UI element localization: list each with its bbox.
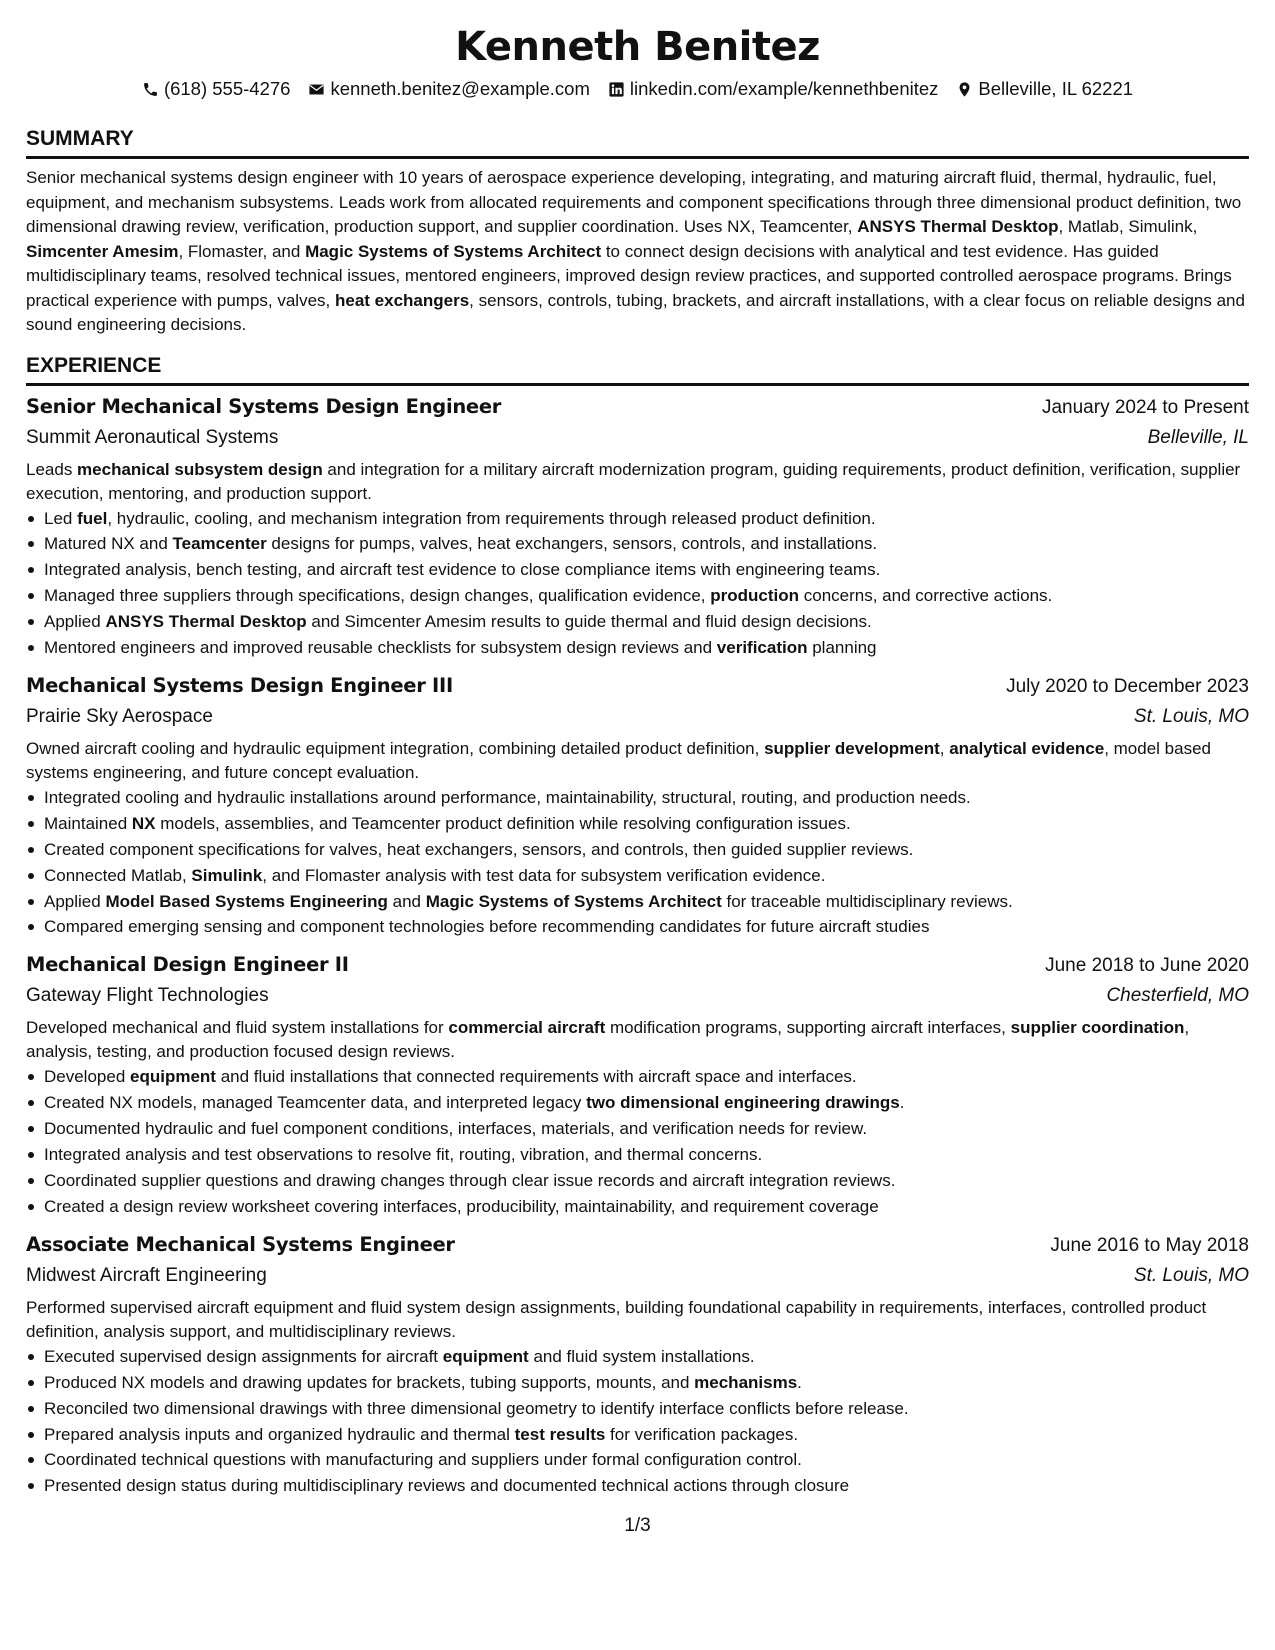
job-bullets bbox=[26, 506, 1249, 661]
contact-phone bbox=[142, 77, 291, 101]
bullet-item bbox=[26, 1447, 1249, 1473]
text-run: Connected Matlab, bbox=[44, 865, 192, 885]
job-bullets bbox=[26, 1344, 1249, 1499]
text-run: Created NX models, managed Teamcenter data, and interpreted legacy bbox=[44, 1093, 587, 1113]
job-company-row bbox=[26, 702, 1249, 732]
text-run: Applied bbox=[44, 891, 106, 911]
company-name: Prairie Sky Aerospace bbox=[26, 705, 213, 727]
linkedin-icon bbox=[608, 81, 625, 98]
summary-section bbox=[26, 125, 1249, 338]
bold-keyword: test results bbox=[514, 1424, 606, 1444]
job-entry bbox=[26, 950, 1249, 1219]
job-bullets bbox=[26, 1064, 1249, 1219]
bold-keyword: Magic Systems of Systems Architect bbox=[305, 241, 602, 261]
bullet-item bbox=[26, 1064, 1249, 1090]
text-run: Leads bbox=[26, 459, 78, 479]
text-run: Created a design review worksheet covering interfaces, producibility, maintainability, and requirement coverage bbox=[44, 1196, 879, 1216]
text-run: Mentored engineers and improved reusable checklists for subsystem design reviews and bbox=[44, 638, 717, 658]
text-run: designs for pumps, valves, heat exchangers, sensors, controls, and installations. bbox=[266, 534, 878, 554]
bullet-item bbox=[26, 1422, 1249, 1448]
text-run: Developed mechanical and fluid system installations for bbox=[26, 1018, 449, 1038]
text-run: Senior mechanical systems design engineer with 10 years of aerospace experience developing, integrating, and maturing aircraft fluid, thermal, hydraulic, fuel, equipment, and mechanism subsystems. Leads work from allocated requirements and component specifications through three dimensional product definition, two dimensional drawing review, verification, production support, and supplier coordination. Uses NX, Teamcenter, bbox=[26, 168, 1242, 236]
experience-list bbox=[26, 392, 1249, 1500]
text-run: Owned aircraft cooling and hydraulic equipment integration, combining detailed product definition, bbox=[26, 738, 765, 758]
bullet-item bbox=[26, 863, 1249, 889]
bullet-item bbox=[26, 1396, 1249, 1422]
company-name: Summit Aeronautical Systems bbox=[26, 426, 279, 448]
job-title: Mechanical Systems Design Engineer III bbox=[26, 673, 453, 697]
text-run: Maintained bbox=[44, 813, 132, 833]
job-description bbox=[26, 737, 1249, 785]
email-address[interactable]: kenneth.benitez@example.com bbox=[330, 78, 590, 99]
bold-keyword: heat exchangers bbox=[334, 290, 470, 310]
bullet-item bbox=[26, 785, 1249, 811]
job-title: Senior Mechanical Systems Design Engineer bbox=[26, 394, 502, 418]
text-run: Matured NX and bbox=[44, 534, 173, 554]
text-run: for verification packages. bbox=[605, 1424, 799, 1444]
text-run: , model based systems engineering, and future concept evaluation. bbox=[26, 738, 1211, 782]
text-run: and Simcenter Amesim results to guide thermal and fluid design decisions. bbox=[306, 612, 872, 632]
job-bullets bbox=[26, 785, 1249, 940]
contact-bar bbox=[26, 77, 1249, 101]
section-title-summary: SUMMARY bbox=[26, 125, 1249, 159]
text-run: Produced NX models and drawing updates for brackets, tubing supports, mounts, and bbox=[44, 1372, 695, 1392]
job-location: St. Louis, MO bbox=[1133, 1264, 1249, 1286]
page-number: 1/3 bbox=[624, 1515, 651, 1536]
envelope-icon bbox=[308, 81, 325, 98]
text-run: , sensors, controls, tubing, brackets, and aircraft installations, with a clear focus on reliable designs and sound engineering decisions. bbox=[26, 290, 1245, 334]
text-run: , Flomaster, and bbox=[178, 241, 306, 261]
bold-keyword: Simcenter Amesim bbox=[26, 241, 179, 261]
job-entry bbox=[26, 671, 1249, 940]
bold-keyword: Simulink bbox=[191, 865, 263, 885]
text-run: and fluid installations that connected requirements with aircraft space and interfaces. bbox=[215, 1067, 857, 1087]
experience-section bbox=[26, 352, 1249, 1500]
text-run: for traceable multidisciplinary reviews. bbox=[721, 891, 1013, 911]
text-run: Applied bbox=[44, 612, 106, 632]
text-run: Performed supervised aircraft equipment and fluid system design assignments, building foundational capability in requirements, interfaces, controlled product definition, analysis support, and multidisciplinary reviews. bbox=[26, 1297, 1207, 1341]
job-location: St. Louis, MO bbox=[1133, 705, 1249, 727]
bullet-item bbox=[26, 506, 1249, 532]
bullet-item bbox=[26, 583, 1249, 609]
text-run: Created component specifications for valves, heat exchangers, sensors, and controls, then guided supplier reviews. bbox=[44, 839, 914, 859]
bullet-item bbox=[26, 609, 1249, 635]
phone-number: (618) 555-4276 bbox=[163, 78, 291, 99]
text-run: Managed three suppliers through specifications, design changes, qualification evidence, bbox=[44, 586, 711, 606]
job-dates: June 2016 to May 2018 bbox=[1050, 1234, 1249, 1256]
contact-location bbox=[956, 77, 1133, 101]
text-run: modification programs, supporting aircraft interfaces, bbox=[605, 1018, 1011, 1038]
linkedin-url[interactable]: linkedin.com/example/kennethbenitez bbox=[629, 78, 939, 99]
bullet-item bbox=[26, 531, 1249, 557]
text-run: Led bbox=[44, 508, 78, 528]
job-dates: June 2018 to June 2020 bbox=[1045, 955, 1249, 977]
bullet-item bbox=[26, 1116, 1249, 1142]
bold-keyword: two dimensional engineering drawings bbox=[586, 1093, 900, 1113]
bold-keyword: production bbox=[710, 586, 800, 606]
text-run: Integrated analysis, bench testing, and aircraft test evidence to close compliance items with engineering teams. bbox=[44, 560, 881, 580]
bold-keyword: mechanisms bbox=[694, 1372, 798, 1392]
bullet-item bbox=[26, 889, 1249, 915]
bold-keyword: commercial aircraft bbox=[448, 1018, 606, 1038]
text-run: Presented design status during multidisciplinary reviews and documented technical actions through closure bbox=[44, 1476, 850, 1496]
job-description bbox=[26, 458, 1249, 506]
text-run: Developed bbox=[44, 1067, 131, 1087]
company-name: Gateway Flight Technologies bbox=[26, 985, 269, 1007]
job-header-row bbox=[26, 671, 1249, 702]
text-run: Reconciled two dimensional drawings with three dimensional geometry to identify interface conflicts before release. bbox=[44, 1398, 909, 1418]
bullet-item bbox=[26, 1473, 1249, 1499]
bold-keyword: Magic Systems of Systems Architect bbox=[425, 891, 722, 911]
resume-content bbox=[26, 0, 1249, 1499]
text-run: and bbox=[387, 891, 426, 911]
map-pin-icon bbox=[956, 81, 973, 98]
contact-linkedin[interactable] bbox=[608, 77, 939, 101]
text-run: Coordinated supplier questions and drawing changes through clear issue records and aircraft integration reviews. bbox=[44, 1171, 896, 1190]
bold-keyword: equipment bbox=[442, 1346, 529, 1366]
text-run: Compared emerging sensing and component technologies before recommending candidates for future aircraft studies bbox=[44, 917, 930, 937]
text-run: Documented hydraulic and fuel component conditions, interfaces, materials, and verification needs for review. bbox=[44, 1119, 868, 1139]
text-run: and fluid system installations. bbox=[528, 1346, 755, 1366]
bullet-item bbox=[26, 635, 1249, 661]
summary-text bbox=[26, 166, 1249, 338]
bold-keyword: verification bbox=[716, 638, 808, 658]
text-run: models, assemblies, and Teamcenter product definition while resolving configuration issues. bbox=[155, 813, 851, 833]
job-title: Mechanical Design Engineer II bbox=[26, 953, 349, 977]
text-run: Executed supervised design assignments for aircraft bbox=[44, 1346, 443, 1366]
resume-header bbox=[26, 0, 1249, 101]
job-company-row bbox=[26, 1261, 1249, 1291]
bold-keyword: Model Based Systems Engineering bbox=[105, 891, 388, 911]
text-run: . bbox=[797, 1372, 802, 1392]
bold-keyword: equipment bbox=[130, 1067, 216, 1087]
job-title: Associate Mechanical Systems Engineer bbox=[26, 1232, 455, 1256]
text-run: , analysis, testing, and production focused design reviews. bbox=[26, 1018, 1190, 1062]
bullet-item bbox=[26, 1142, 1249, 1168]
bullet-item bbox=[26, 1194, 1249, 1220]
text-run: concerns, and corrective actions. bbox=[799, 586, 1053, 606]
job-company-row bbox=[26, 423, 1249, 453]
text-run: , bbox=[939, 738, 950, 758]
section-title-experience: EXPERIENCE bbox=[26, 352, 1249, 386]
bold-keyword: supplier development bbox=[764, 738, 940, 758]
candidate-name: Kenneth Benitez bbox=[455, 24, 820, 70]
job-description bbox=[26, 1296, 1249, 1344]
job-header-row bbox=[26, 1230, 1249, 1261]
location-text: Belleville, IL 62221 bbox=[978, 78, 1134, 99]
bold-keyword: supplier coordination bbox=[1010, 1018, 1185, 1038]
job-dates: July 2020 to December 2023 bbox=[1006, 675, 1249, 697]
bullet-item bbox=[26, 557, 1249, 583]
job-entry bbox=[26, 1230, 1249, 1499]
text-run: Integrated analysis and test observations to resolve fit, routing, vibration, and thermal concerns. bbox=[44, 1145, 763, 1165]
text-run: . bbox=[899, 1093, 905, 1113]
text-run: Integrated cooling and hydraulic installations around performance, maintainability, structural, routing, and production needs. bbox=[44, 787, 971, 807]
job-header-row bbox=[26, 950, 1249, 981]
text-run: , Matlab, Simulink, bbox=[1058, 217, 1198, 236]
bullet-item bbox=[26, 914, 1249, 940]
job-header-row bbox=[26, 392, 1249, 423]
bold-keyword: analytical evidence bbox=[949, 738, 1105, 758]
text-run: Prepared analysis inputs and organized hydraulic and thermal bbox=[44, 1424, 515, 1444]
text-run: and integration for a military aircraft modernization program, guiding requirements, product definition, verification, supplier execution, mentoring, and production support. bbox=[26, 459, 1241, 503]
text-run: Coordinated technical questions with manufacturing and suppliers under formal configuration control. bbox=[44, 1450, 802, 1470]
job-dates: January 2024 to Present bbox=[1041, 396, 1249, 418]
bullet-item bbox=[26, 811, 1249, 837]
contact-email[interactable] bbox=[308, 77, 589, 101]
bold-keyword: ANSYS Thermal Desktop bbox=[857, 217, 1059, 236]
job-location: Chesterfield, MO bbox=[1106, 985, 1249, 1007]
company-name: Midwest Aircraft Engineering bbox=[26, 1264, 267, 1286]
bullet-item bbox=[26, 1168, 1249, 1194]
bullet-item bbox=[26, 1344, 1249, 1370]
bullet-item bbox=[26, 1090, 1249, 1116]
phone-icon bbox=[142, 81, 159, 98]
text-run: , hydraulic, cooling, and mechanism integration from requirements through released product definition. bbox=[107, 508, 876, 528]
bold-keyword: mechanical subsystem design bbox=[77, 459, 323, 479]
bullet-item bbox=[26, 837, 1249, 863]
text-run: , and Flomaster analysis with test data for subsystem verification evidence. bbox=[262, 865, 826, 885]
job-entry bbox=[26, 392, 1249, 661]
job-description bbox=[26, 1016, 1249, 1064]
text-run: planning bbox=[807, 638, 877, 658]
bold-keyword: fuel bbox=[77, 508, 108, 528]
job-location: Belleville, IL bbox=[1147, 426, 1249, 448]
bold-keyword: ANSYS Thermal Desktop bbox=[105, 612, 307, 632]
bullet-item bbox=[26, 1370, 1249, 1396]
text-run: to connect design decisions with analytical and test evidence. Has guided multidisciplinary teams, resolved technical issues, mentored engineers, improved design review practices, and supported controlled aerospace programs. Brings practical experience with pumps, valves, bbox=[26, 241, 1232, 310]
job-company-row bbox=[26, 981, 1249, 1011]
bold-keyword: Teamcenter bbox=[172, 534, 267, 554]
bold-keyword: NX bbox=[131, 813, 156, 833]
